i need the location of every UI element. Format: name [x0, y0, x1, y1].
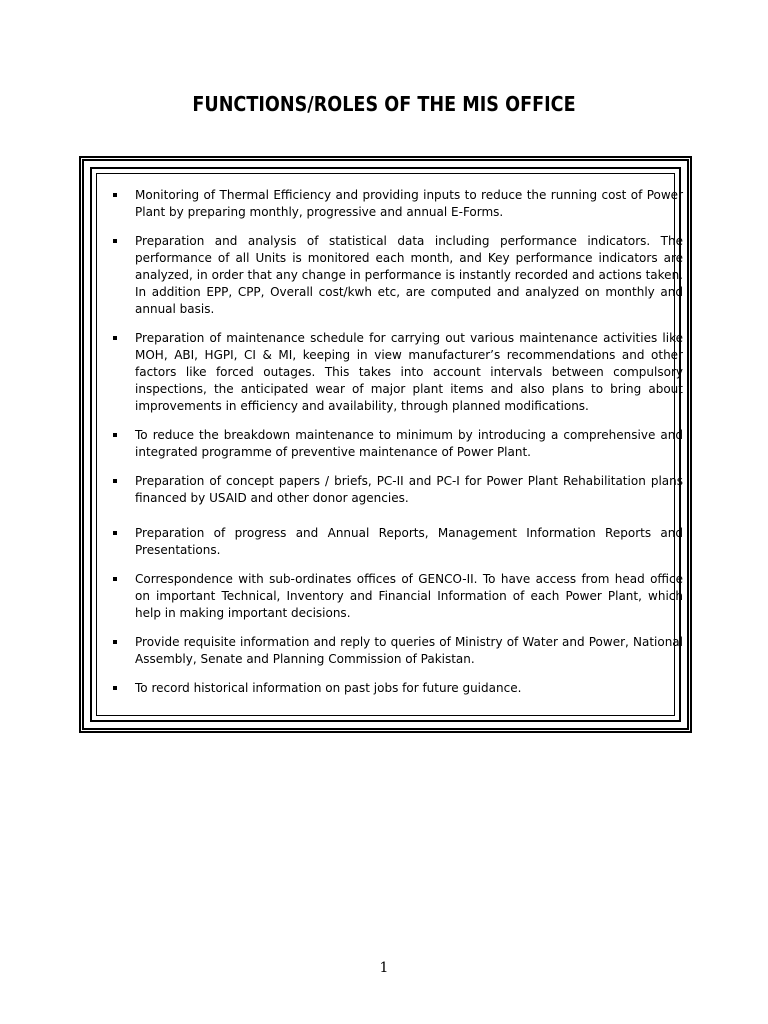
- list-item: [108, 571, 683, 622]
- list-item: [108, 330, 683, 415]
- list-item-text: Monitoring of Thermal Efficiency and providing inputs to reduce the running cost of Power Plant by preparing monthly, progressive and annual E-Forms.: [135, 188, 683, 219]
- list-item-text: To reduce the breakdown maintenance to minimum by introducing a comprehensive and integrated programme of preventive maintenance of Power Plant.: [135, 428, 683, 459]
- page-number: 1: [379, 960, 389, 976]
- bullet-icon: [113, 686, 117, 690]
- bullet-icon: [113, 336, 117, 340]
- list-item-text: Preparation of progress and Annual Reports, Management Information Reports and Presentations.: [135, 526, 683, 557]
- list-item-text: To record historical information on past jobs for future guidance.: [135, 681, 522, 695]
- list-item-text: Preparation of concept papers / briefs, PC-II and PC-I for Power Plant Rehabilitation plans financed by USAID and other donor agencies.: [135, 474, 683, 505]
- page-title: FUNCTIONS/ROLES OF THE MIS OFFICE: [192, 92, 576, 116]
- bullet-icon: [113, 640, 117, 644]
- bullet-icon: [113, 239, 117, 243]
- list-item: [108, 680, 683, 697]
- list-item: [108, 427, 683, 461]
- list-item: [108, 525, 683, 559]
- list-item-text: Preparation of maintenance schedule for carrying out various maintenance activities like MOH, ABI, HGPI, CI & MI, keeping in view manufacturer’s recommendations and other factors like forced outages. This takes into account intervals between compulsory inspections, the anticipated wear of major plant items and also plans to bring about improvements in efficiency and availability, through planned modifications.: [135, 331, 683, 413]
- list-item-text: Correspondence with sub-ordinates offices of GENCO-II. To have access from head office on important Technical, Inventory and Financial Information of each Power Plant, which help in making important decisions.: [135, 572, 683, 620]
- bullet-icon: [113, 479, 117, 483]
- list-item: [108, 634, 683, 668]
- list-item: [108, 473, 683, 507]
- list-item-text: Preparation and analysis of statistical data including performance indicators. The performance of all Units is monitored each month, and Key performance indicators are analyzed, in order that any change in performance is instantly recorded and actions taken. In addition EPP, CPP, Overall cost/kwh etc, are computed and analyzed on monthly and annual basis.: [135, 234, 683, 316]
- bullet-icon: [113, 531, 117, 535]
- list-item: [108, 233, 683, 318]
- list-item-text: Provide requisite information and reply to queries of Ministry of Water and Power, National Assembly, Senate and Planning Commission of Pakistan.: [135, 635, 683, 666]
- bullet-icon: [113, 193, 117, 197]
- list-item: [108, 187, 683, 221]
- functions-list: [108, 187, 683, 697]
- bullet-icon: [113, 577, 117, 581]
- bullet-icon: [113, 433, 117, 437]
